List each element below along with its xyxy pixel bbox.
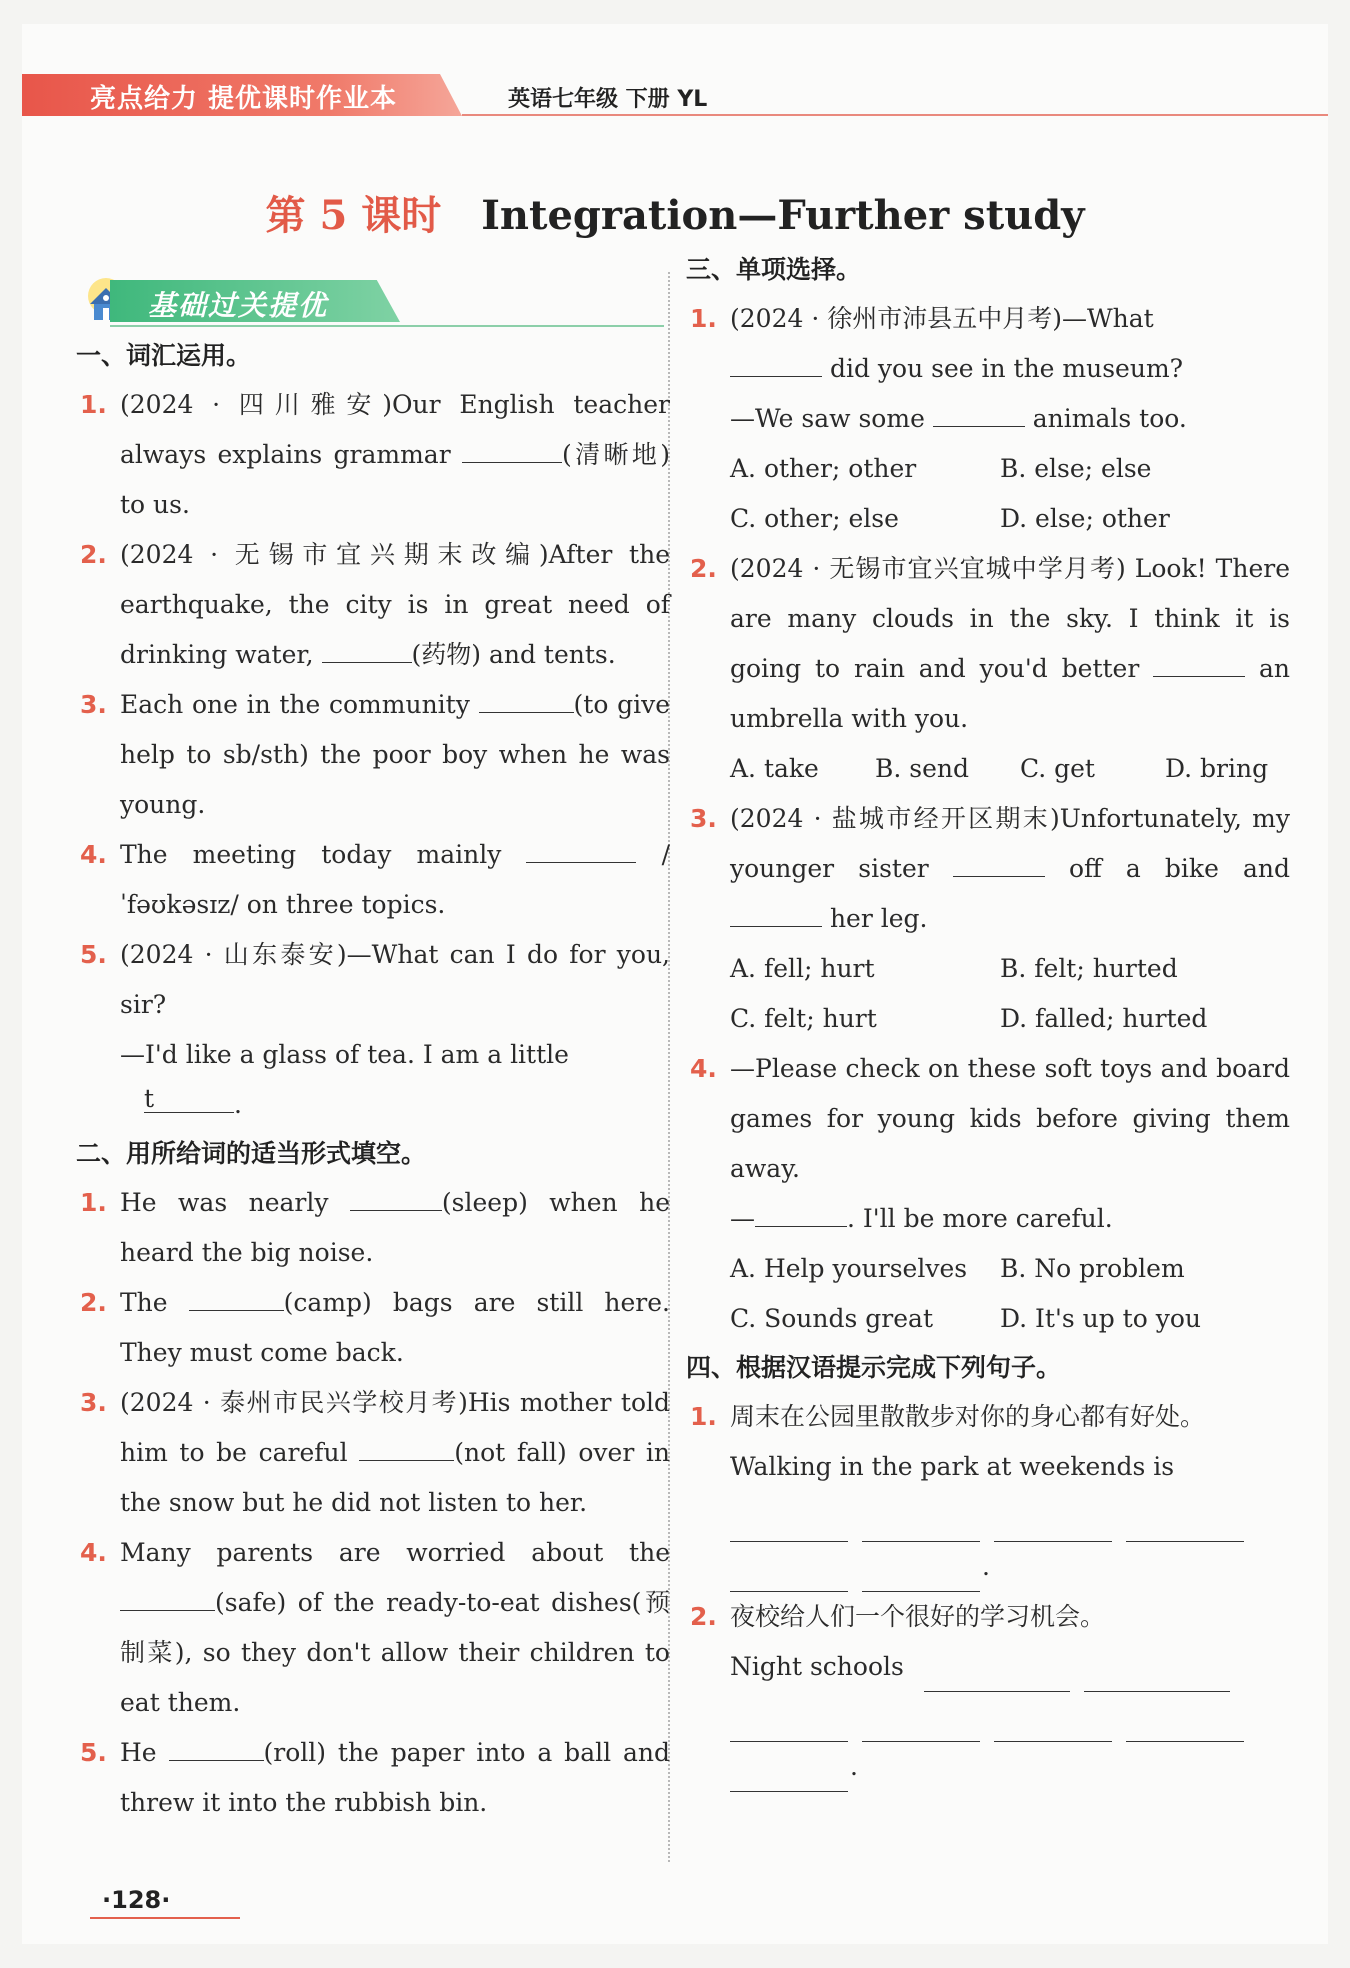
answer-blank[interactable] — [169, 1730, 264, 1761]
worksheet-page — [22, 24, 1328, 1944]
answer-blank[interactable] — [730, 346, 822, 377]
header-rule — [462, 114, 1328, 116]
section-badge — [80, 274, 670, 330]
option-d[interactable]: D. It's up to you — [1000, 1304, 1201, 1333]
section-heading: 一、词汇运用。 — [76, 341, 252, 370]
options — [690, 744, 1290, 794]
lesson-number: 第 5 课时 — [265, 192, 442, 239]
question-line: t . — [144, 1084, 242, 1119]
option-c[interactable]: C. felt; hurt — [730, 1004, 877, 1033]
left-column — [76, 274, 671, 1828]
option-a[interactable]: A. take — [730, 754, 819, 783]
answer-blank[interactable] — [730, 1511, 848, 1542]
section-heading: 三、单项选择。 — [686, 255, 862, 284]
answer-blank[interactable] — [730, 896, 822, 927]
section-heading: 四、根据汉语提示完成下列句子。 — [686, 1353, 1062, 1382]
question-item: 3. (2024 · 泰州市民兴学校月考)His mother told him to be careful (not fall) over in the snow but he did not listen to her. — [80, 1388, 670, 1517]
option-d[interactable]: D. falled; hurted — [1000, 1004, 1208, 1033]
question-item: 2. The (camp) bags are still here. They must come back. — [80, 1278, 670, 1378]
answer-blank[interactable] — [322, 632, 412, 663]
answer-blank[interactable] — [189, 1280, 284, 1311]
option-b[interactable]: B. felt; hurted — [1000, 954, 1178, 983]
answer-blank[interactable] — [755, 1196, 847, 1227]
answer-blank[interactable] — [953, 846, 1045, 877]
answer-blank[interactable] — [862, 1711, 980, 1742]
option-d[interactable]: D. bring — [1165, 754, 1269, 783]
option-b[interactable]: B. No problem — [1000, 1254, 1185, 1283]
question-item: 2. (2024 · 无锡市宜兴期末改编)After the earthquake, the city is in great need of drinking water, (药物) and tents. — [80, 540, 670, 669]
page-title — [22, 184, 1328, 241]
answer-blank[interactable] — [359, 1430, 454, 1461]
lesson-topic: Integration—Further study — [481, 192, 1085, 239]
option-c[interactable]: C. other; else — [730, 504, 899, 533]
answer-row — [690, 1492, 1290, 1542]
subject-label: 英语七年级 下册 YL — [508, 87, 708, 112]
option-a[interactable]: A. fell; hurt — [730, 954, 875, 983]
option-b[interactable]: B. else; else — [1000, 454, 1152, 483]
question-item: 2. (2024 · 无锡市宜兴宜城中学月考) Look! There are many clouds in the sky. I think it is going to rain and you'd better an umbrella with you. — [690, 554, 1291, 733]
question-line: —I'd like a glass of tea. I am a little — [120, 1040, 569, 1069]
question-item: 2. 夜校给人们一个很好的学习机会。 — [690, 1602, 1106, 1631]
question-line: Night schools — [690, 1642, 1290, 1692]
page-number-rule — [90, 1917, 240, 1919]
answer-blank[interactable] — [526, 832, 636, 863]
option-a[interactable]: A. Help yourselves — [730, 1254, 968, 1283]
option-a[interactable]: A. other; other — [730, 454, 917, 483]
section-heading: 二、用所给词的适当形式填空。 — [76, 1139, 427, 1168]
question-line: Walking in the park at weekends is — [730, 1452, 1175, 1481]
question-item: 3. Each one in the community (to give help to sb/sth) the poor boy when he was young. — [80, 680, 670, 830]
question-item: 1. (2024 · 四川雅安)Our English teacher always explains grammar (清晰地) to us. — [80, 390, 670, 519]
right-column — [686, 246, 1291, 1792]
question-item: 1. He was nearly (sleep) when he heard the big noise. — [80, 1178, 670, 1278]
answer-row: . — [690, 1542, 1290, 1592]
question-item: 4. The meeting today mainly /ˈfəʊkəsɪz/ on three topics. — [80, 830, 670, 930]
answer-blank[interactable] — [730, 1761, 848, 1792]
page-number: ·128· — [102, 1886, 171, 1914]
answer-blank[interactable] — [730, 1561, 848, 1592]
answer-blank[interactable] — [933, 396, 1025, 427]
answer-blank[interactable] — [120, 1580, 215, 1611]
answer-blank[interactable] — [1153, 646, 1245, 677]
question-item: 5. He (roll) the paper into a ball and threw it into the rubbish bin. — [80, 1728, 670, 1828]
question-item: 3. (2024 · 盐城市经开区期末)Unfortunately, my younger sister off a bike and her leg. — [690, 804, 1290, 933]
question-item: 5. (2024 · 山东泰安)—What can I do for you, sir? — [80, 940, 670, 1019]
question-item: 1. 周末在公园里散散步对你的身心都有好处。 — [690, 1402, 1206, 1431]
answer-blank[interactable] — [1084, 1661, 1230, 1692]
answer-blank[interactable] — [862, 1561, 980, 1592]
answer-blank[interactable] — [144, 1082, 234, 1113]
answer-blank[interactable] — [862, 1511, 980, 1542]
question-item: 1. (2024 · 徐州市沛县五中月考)—What — [690, 304, 1154, 333]
question-line: — . I'll be more careful. — [690, 1194, 1290, 1244]
badge-label: 基础过关提优 — [148, 289, 329, 322]
answer-blank[interactable] — [1126, 1711, 1244, 1742]
option-c[interactable]: C. get — [1020, 754, 1095, 783]
series-title: 亮点给力 提优课时作业本 — [90, 84, 398, 114]
answer-row: . — [690, 1742, 1290, 1792]
answer-blank[interactable] — [1126, 1511, 1244, 1542]
options — [690, 944, 1290, 1044]
answer-blank[interactable] — [479, 682, 574, 713]
question-item: 4. Many parents are worried about the (safe) of the ready-to-eat dishes(预制菜), so they don't allow their children to eat them. — [80, 1538, 670, 1717]
answer-blank[interactable] — [994, 1711, 1112, 1742]
option-d[interactable]: D. else; other — [1000, 504, 1170, 533]
question-line: did you see in the museum? — [690, 344, 1290, 394]
question-line: —We saw some animals too. — [690, 394, 1290, 444]
answer-blank[interactable] — [730, 1711, 848, 1742]
options — [690, 444, 1290, 544]
answer-blank[interactable] — [462, 432, 562, 463]
answer-blank[interactable] — [924, 1661, 1070, 1692]
question-item: 4. —Please check on these soft toys and board games for young kids before giving them away. — [690, 1054, 1290, 1183]
options — [690, 1244, 1290, 1344]
answer-blank[interactable] — [994, 1511, 1112, 1542]
answer-blank[interactable] — [350, 1180, 442, 1211]
option-c[interactable]: C. Sounds great — [730, 1304, 933, 1333]
answer-row — [690, 1692, 1290, 1742]
option-b[interactable]: B. send — [875, 754, 969, 783]
